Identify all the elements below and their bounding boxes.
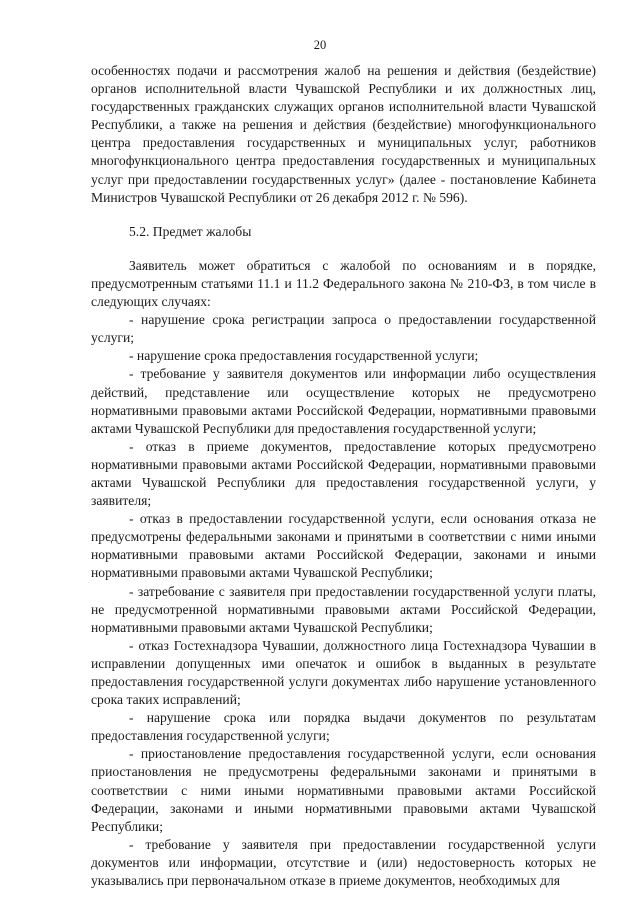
list-item: - требование у заявителя документов или информации либо осуществления действий, представление или осуществление которых не предусмотрено нормативными правовыми актами Российской Федерации, нормативными правовыми актами Чувашской Республики для предоставления государственной услуги; [91, 366, 596, 436]
list-item: - приостановление предоставления государственной услуги, если основания приостановления не предусмотрены федеральными законами и принятыми в соответствии с ними иными нормативными правовыми актами Российской Федерации, законами и иными нормативными правовыми актами Чувашской Республики; [91, 746, 596, 834]
list-item: - нарушение срока регистрации запроса о предоставлении государственной услуги; [91, 312, 596, 346]
list-item: - нарушение срока предоставления государственной услуги; [129, 348, 479, 364]
section-title: 5.2. Предмет жалобы [129, 223, 252, 239]
section-lead-paragraph: Заявитель может обратиться с жалобой по основаниям и в порядке, предусмотренным статьями 11.1 и 11.2 Федерального закона № 210-ФЗ, в том числе в следующих случаях: [91, 257, 596, 310]
list-item: - отказ в приеме документов, предоставление которых предусмотрено нормативными правовыми актами Российской Федерации, нормативными правовыми актами Чувашской Республики для предоставления государственной услуги, у заявителя; [91, 438, 596, 509]
intro-paragraph: особенностях подачи и рассмотрения жалоб на решения и действия (бездействие) органов исполнительной власти Чувашской Республики и их должностных лиц, государственных гражданских служащих органов исполнительной власти Чувашской Республики, а также на решения и действия (бездействие) многофункционального центра предоставления государственных и муниципальных услуг, работников многофункционального центра предоставления государственных и муниципальных услуг при предоставлении государственных услуг» (далее - постановление Кабинета Министров Чувашской Республики от 26 декабря 2012 г. № 596). [91, 63, 596, 205]
list-item: - отказ в предоставлении государственной услуги, если основания отказа не предусмотрены федеральными законами и принятыми в соответствии с ними иными нормативными правовыми актами Российской Федерации, законами и иными нормативными правовыми актами Чувашской Республики; [91, 511, 596, 581]
page-number: 20 [313, 38, 327, 52]
list-item: - требование у заявителя при предоставлении государственной услуги документов или информации, отсутствие и (или) недостоверность которых не указывались при первоначальном отказе в приеме документов, необходимых для [91, 836, 596, 889]
list-item: - затребование с заявителя при предоставлении государственной услуги платы, не предусмотренной нормативными правовыми актами Российской Федерации, нормативными правовыми актами Чувашской Республики; [91, 583, 596, 635]
list-item: - отказ Гостехнадзора Чувашии, должностного лица Гостехнадзора Чувашии в исправлении допущенных ими опечаток и ошибок в выданных в результате предоставления государственной услуги документах либо нарушение установленного срока таких исправлений; [91, 637, 596, 708]
list-item: - нарушение срока или порядка выдачи документов по результатам предоставления государственной услуги; [91, 710, 596, 744]
document-body [91, 62, 596, 890]
